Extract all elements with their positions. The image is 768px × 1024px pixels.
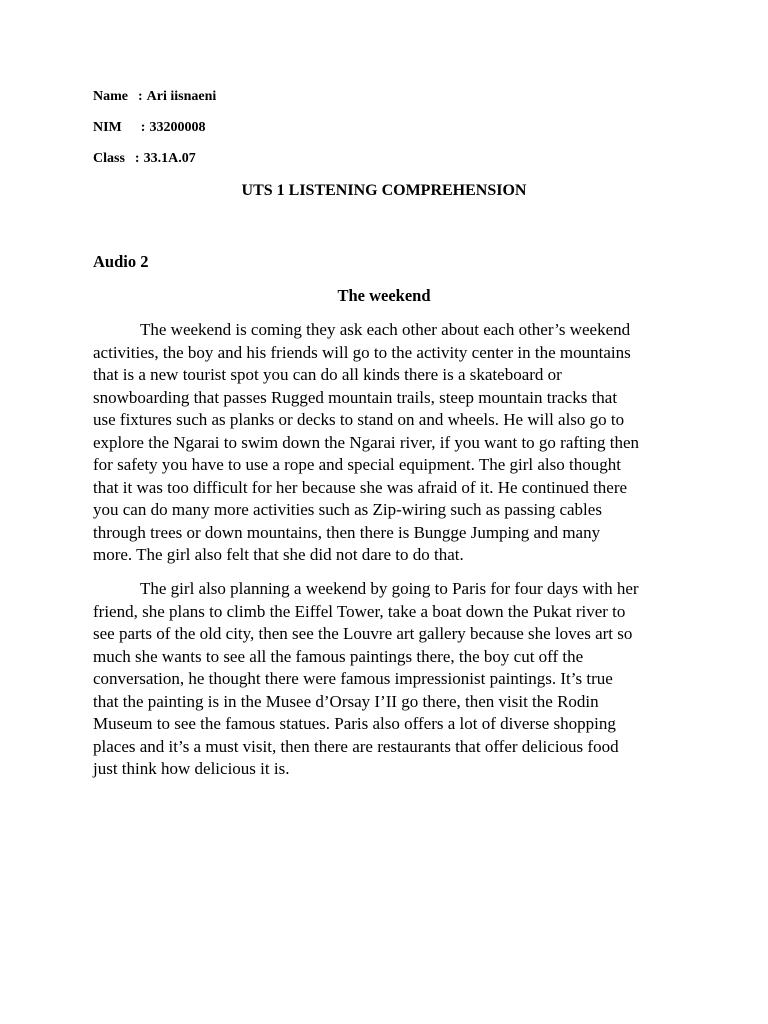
paragraph-2 [93,578,678,781]
name-label: Name [93,89,128,104]
paragraph-line: explore the Ngarai to swim down the Ngarai river, if you want to go rafting then [93,432,640,452]
document-title: UTS 1 LISTENING COMPREHENSION [241,182,527,199]
paragraph-line: see parts of the old city, then see the Louvre art gallery because she loves art so [93,624,633,643]
paragraph-line: activities, the boy and his friends will go to the activity center in the mountains [93,342,631,362]
class-separator: : [134,151,140,166]
paragraph-line: Museum to see the famous statues. Paris also offers a lot of diverse shopping [93,714,616,733]
paragraph-line: that the painting is in the Musee d’Orsay I’II go there, then visit the Rodin [93,691,599,711]
student-class-line [93,150,196,168]
paragraph-line: snowboarding that passes Rugged mountain trails, steep mountain tracks that [93,387,618,407]
paragraph-line: friend, she plans to climb the Eiffel Tower, take a boat down the Pukat river to [93,601,626,621]
nim-label: NIM [93,120,122,135]
story-title: The weekend [337,286,431,305]
paragraph-line: through trees or down mountains, then there is Bungge Jumping and many [93,522,601,542]
paragraph-line: you can do many more activities such as Zip-wiring such as passing cables [93,500,602,519]
class-value: 33.1A.07 [143,151,196,166]
paragraph-line: The weekend is coming they ask each other about each other’s weekend [140,320,631,339]
paragraph-line: places and it’s a must visit, then there are restaurants that offer delicious food [93,736,619,756]
name-separator: : [138,89,143,104]
paragraph-1 [93,319,678,567]
paragraph-line: use fixtures such as planks or decks to stand on and wheels. He will also go to [93,410,625,429]
student-nim-line [93,119,205,137]
paragraph-line: that it was too difficult for her because she was afraid of it. He continued there [93,477,628,497]
nim-separator: : [140,120,146,135]
paragraph-line: that is a new tourist spot you can do all kinds there is a skateboard or [93,365,562,384]
section-heading: Audio 2 [93,252,149,271]
paragraph-line: more. The girl also felt that she did not dare to do that. [93,545,464,564]
paragraph-line: The girl also planning a weekend by going to Paris for four days with her [140,579,639,598]
class-label: Class [93,151,125,166]
nim-value: 33200008 [149,120,206,135]
paragraph-line: much she wants to see all the famous paintings there, the boy cut off the [93,646,584,666]
student-name-line [93,88,216,106]
name-value: Ari iisnaeni [146,89,217,104]
paragraph-line: conversation, he thought there were famous impressionist paintings. It’s true [93,669,613,688]
paragraph-line: just think how delicious it is. [93,759,290,778]
paragraph-line: for safety you have to use a rope and special equipment. The girl also thought [93,455,621,474]
